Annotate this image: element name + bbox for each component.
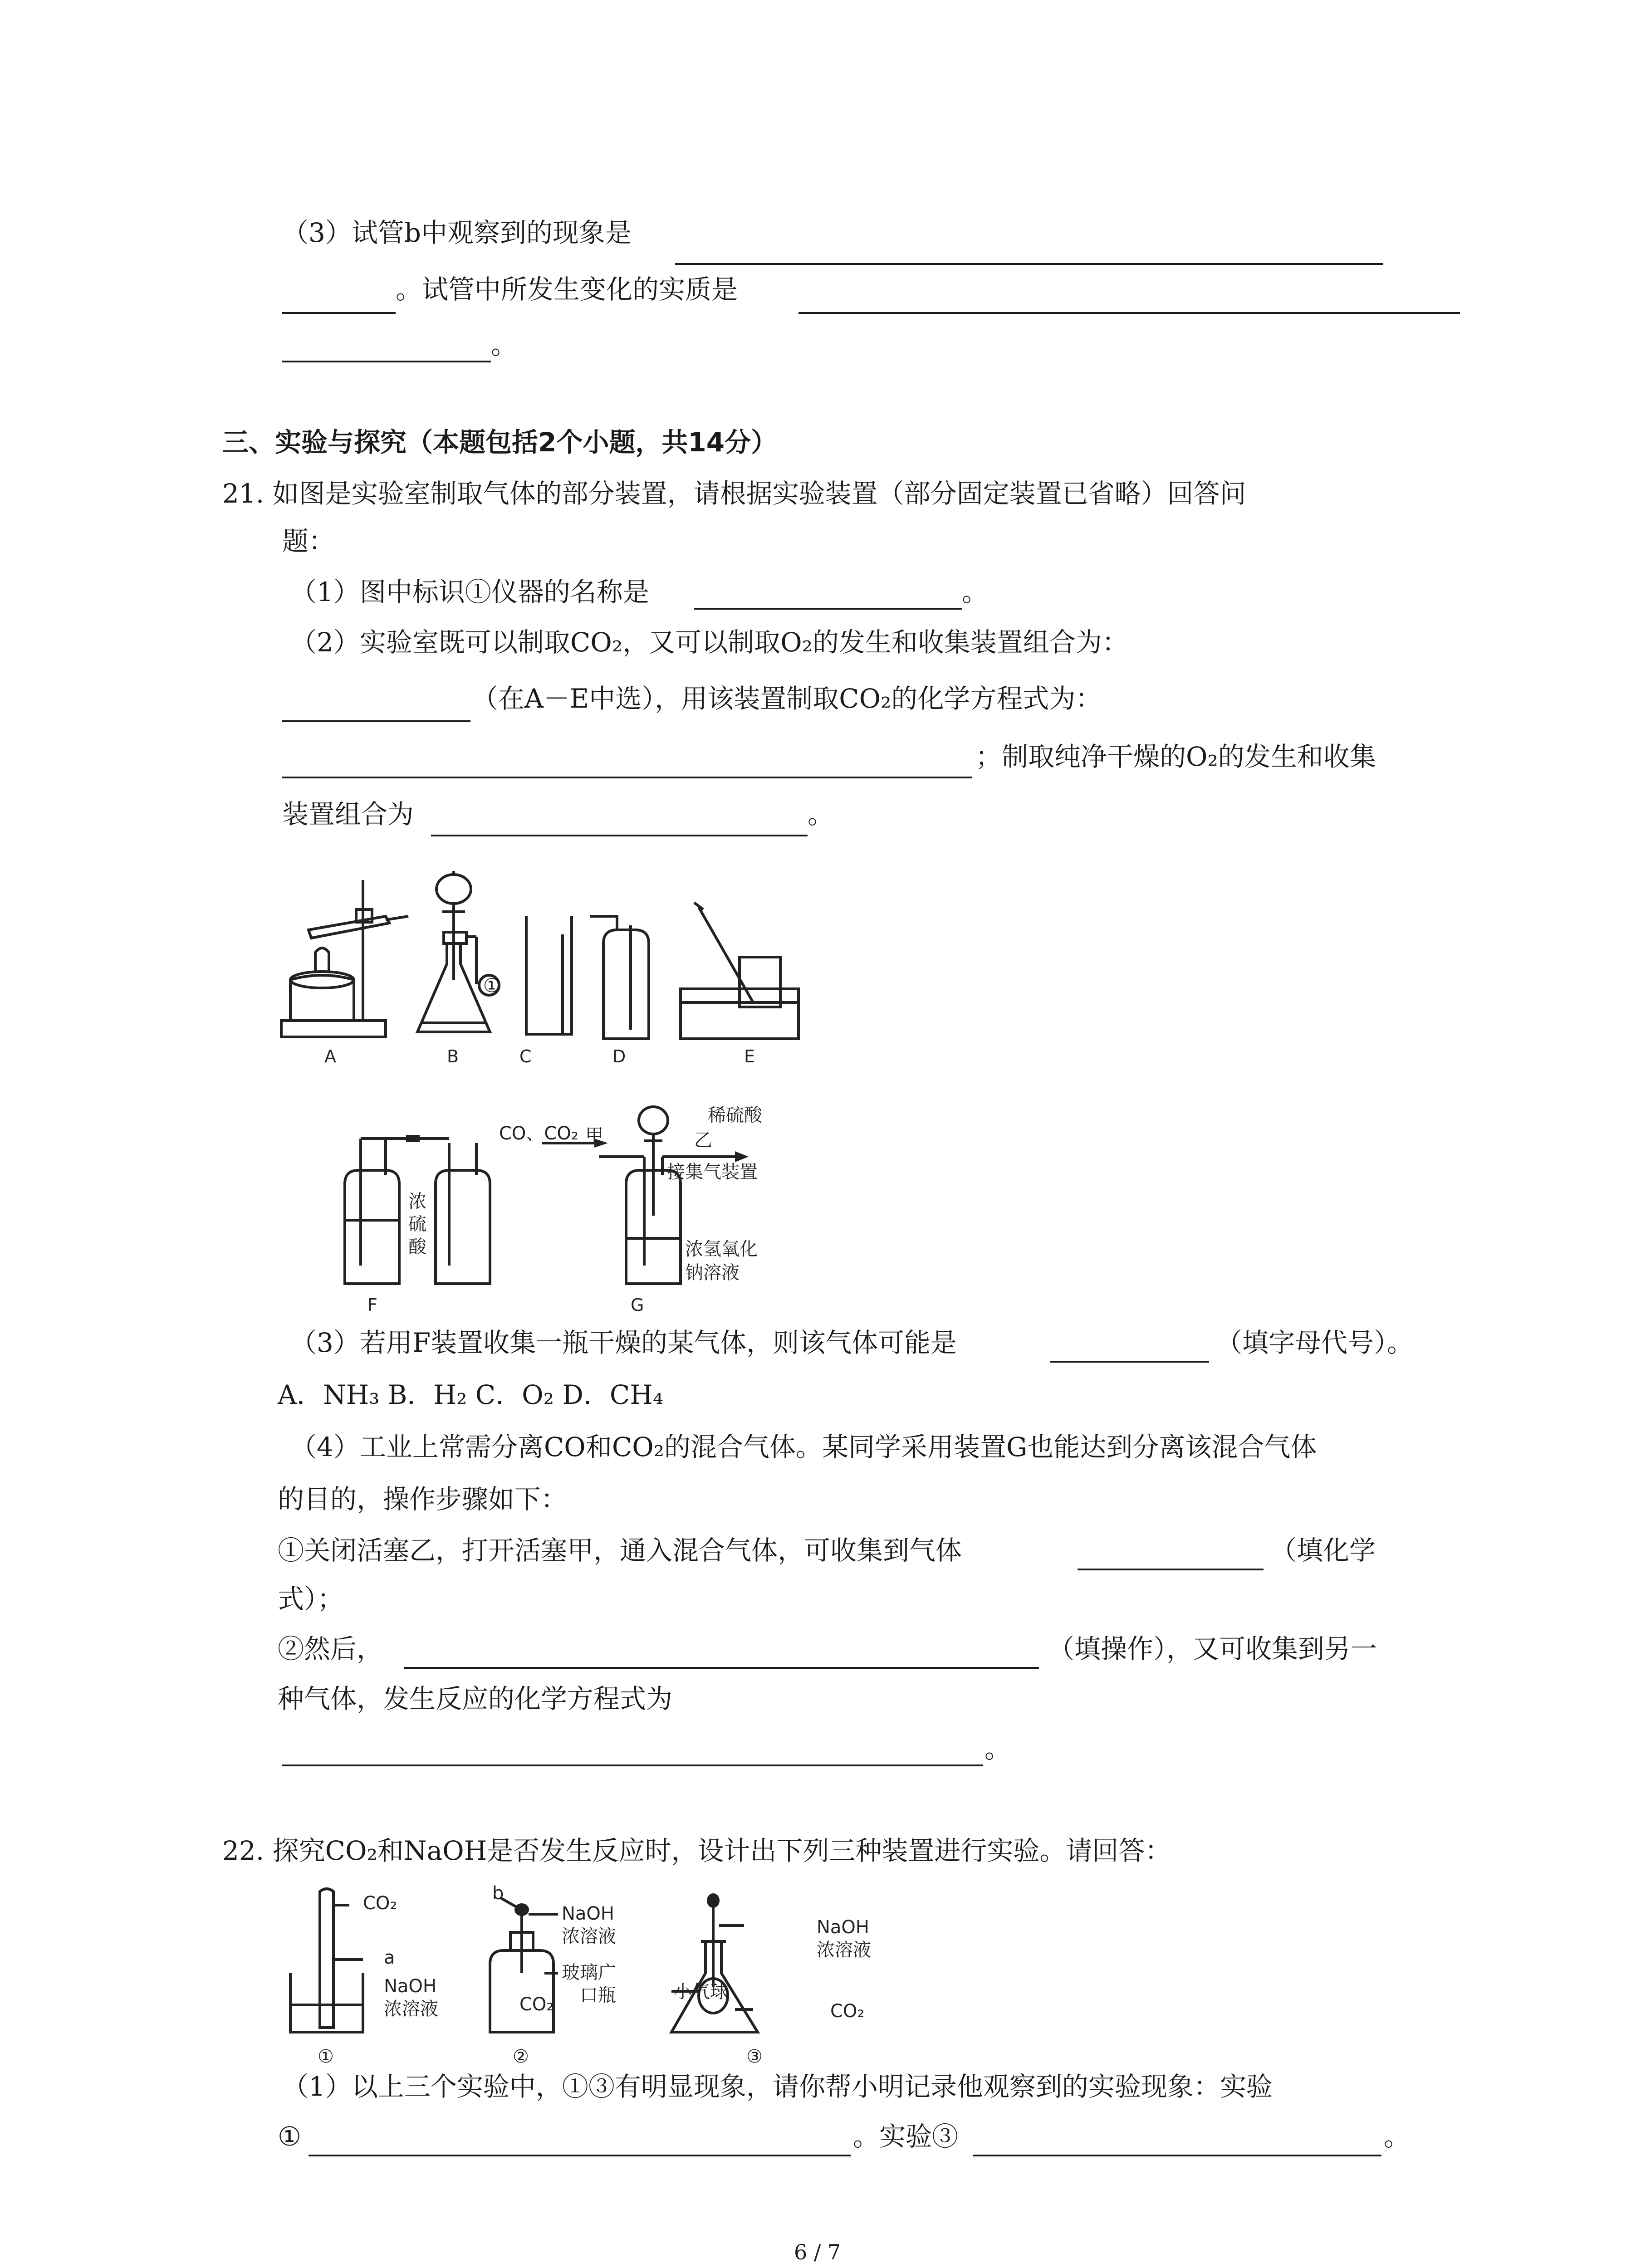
q21-p4-end: 。: [985, 1733, 1011, 1764]
answer-blank[interactable]: [282, 720, 470, 722]
q22-fig-naoh-b1: NaOH: [562, 1903, 614, 1924]
q21-p3-suffix: （填字母代号）。: [1216, 1327, 1414, 1358]
answer-blank[interactable]: [282, 1765, 983, 1766]
answer-blank[interactable]: [282, 361, 491, 362]
fig2-conc-1: 浓: [408, 1191, 426, 1212]
page-number: 6 / 7: [794, 2240, 841, 2264]
answer-blank[interactable]: [1078, 1569, 1264, 1570]
fig1-label-c: C: [519, 1046, 532, 1066]
apparatus-a: [281, 880, 408, 1037]
answer-blank[interactable]: [431, 835, 808, 836]
q21-p4-step1-line2: 式）；: [278, 1584, 344, 1614]
q21-p4-line2: 的目的，操作步骤如下：: [278, 1484, 568, 1515]
apparatus-e: [681, 903, 798, 1039]
q22-fig-co2-b: CO₂: [519, 1994, 554, 2015]
fig2-label-g: G: [631, 1295, 644, 1315]
q21-intro-line1: 21. 如图是实验室制取气体的部分装置，请根据实验装置（部分固定装置已省略）回答问: [222, 478, 1246, 509]
apparatus-d: [590, 916, 649, 1039]
q21-p4-line1: （4）工业上常需分离CO和CO₂的混合气体。某同学采用装置G也能达到分离该混合气体: [290, 1432, 1317, 1462]
fig2-label-f: F: [367, 1295, 377, 1315]
apparatus-c: [526, 916, 572, 1034]
fig1-label-b: B: [447, 1046, 459, 1066]
fig2-tap-jia: 甲: [585, 1125, 603, 1146]
q22-fig-naoh-b2: 浓溶液: [562, 1926, 616, 1947]
q22-p1-line1: （1）以上三个实验中，①③有明显现象，请你帮小明记录他观察到的实验现象：实验: [282, 2071, 1273, 2102]
q20-part3-end: 。: [491, 329, 518, 360]
q22-p1-mid: 。实验③: [853, 2121, 959, 2152]
fig2-gas-label: CO、CO₂: [499, 1123, 578, 1144]
fig2-tap-yi: 乙: [694, 1130, 712, 1151]
q22-fig-num-1: ①: [318, 2046, 334, 2067]
q22-fig-a: a: [384, 1947, 395, 1968]
fig2-naoh-2: 钠溶液: [685, 1262, 740, 1283]
fig2-conc-3: 酸: [408, 1237, 426, 1257]
q21-p4-step1-suffix: （填化学: [1270, 1535, 1376, 1566]
q22-fig-glass-1: 玻璃广: [562, 1962, 616, 1983]
q21-p3-options: A．NH₃ B．H₂ C．O₂ D．CH₄: [278, 1379, 664, 1410]
apparatus-b: [417, 871, 499, 1032]
q21-p4-step2-prefix: ②然后，: [278, 1633, 383, 1664]
q22-apparatus-3: [671, 1893, 758, 2032]
answer-blank[interactable]: [404, 1667, 1039, 1669]
answer-blank[interactable]: [282, 312, 396, 314]
q21-p4-step1-prefix: ①关闭活塞乙，打开活塞甲，通入混合气体，可收集到气体: [278, 1535, 962, 1566]
answer-blank[interactable]: [694, 608, 962, 610]
answer-blank[interactable]: [798, 312, 1460, 314]
q22-fig-glass-2: 口瓶: [580, 1985, 616, 2006]
fig2-conc-2: 硫: [408, 1214, 426, 1235]
fig2-collect-label: 接集气装置: [667, 1162, 758, 1183]
q21-p2-line4-prefix: 装置组合为: [282, 799, 414, 830]
q22-fig-balloon: 小气球: [674, 1981, 728, 2002]
fig1-label-d: D: [612, 1046, 626, 1066]
apparatus-figure-a-e: [272, 866, 862, 1061]
q21-p4-step2-line2: 种气体，发生反应的化学方程式为: [278, 1683, 673, 1714]
q21-p3-prefix: （3）若用F装置收集一瓶干燥的某气体，则该气体可能是: [290, 1327, 957, 1358]
answer-blank[interactable]: [309, 2155, 851, 2156]
fig1-label-e: E: [744, 1046, 755, 1066]
q21-p2-line1: （2）实验室既可以制取CO₂，又可以制取O₂的发生和收集装置组合为：: [290, 627, 1128, 658]
q22-fig-co2-c: CO₂: [830, 2001, 865, 2022]
q22-fig-num-3: ③: [746, 2046, 763, 2067]
q22-fig-co2-a: CO₂: [363, 1893, 397, 1914]
answer-blank[interactable]: [282, 777, 972, 778]
q21-p2-line4-suffix: 。: [808, 799, 834, 830]
apparatus-figure-f-g: [318, 1102, 907, 1297]
q22-intro: 22. 探究CO₂和NaOH是否发生反应时，设计出下列三种装置进行实验。请回答：: [222, 1835, 1171, 1866]
q21-p1-prefix: （1）图中标识①仪器的名称是: [290, 577, 649, 607]
q22-fig-b: b: [492, 1883, 504, 1904]
q21-intro-line2: 题：: [282, 526, 335, 557]
q22-fig-num-2: ②: [513, 2046, 529, 2067]
answer-blank[interactable]: [973, 2155, 1381, 2156]
section-heading: 三、实验与探究（本题包括2个小题，共14分）: [222, 427, 778, 458]
answer-blank[interactable]: [1050, 1361, 1209, 1363]
q22-fig-naoh-c1: NaOH: [817, 1917, 869, 1938]
answer-blank[interactable]: [675, 263, 1383, 265]
q21-p2-line2: （在A－E中选），用该装置制取CO₂的化学方程式为：: [472, 683, 1102, 714]
q20-part3-line2: 。试管中所发生变化的实质是: [396, 274, 738, 305]
q22-apparatus-1: [290, 1889, 363, 2032]
q22-fig-naoh-c2: 浓溶液: [817, 1940, 871, 1960]
fig1-instrument-marker: ①: [483, 974, 500, 997]
q22-fig-naoh-a2: 浓溶液: [384, 1999, 438, 2019]
fig2-acid-label: 稀硫酸: [708, 1105, 762, 1126]
q22-p1-end: 。: [1384, 2121, 1411, 2152]
fig1-label-a: A: [324, 1046, 336, 1066]
q21-p4-step2-suffix: （填操作），又可收集到另一: [1048, 1633, 1377, 1664]
q21-p2-line3: ；制取纯净干燥的O₂的发生和收集: [975, 741, 1376, 772]
q22-fig-naoh-a1: NaOH: [384, 1976, 436, 1997]
q22-p1-line2-prefix: ①: [278, 2121, 301, 2152]
fig2-naoh-1: 浓氢氧化: [685, 1239, 758, 1260]
q20-part3-line1: （3）试管b中观察到的现象是: [282, 217, 632, 248]
q21-p1-suffix: 。: [962, 577, 989, 607]
